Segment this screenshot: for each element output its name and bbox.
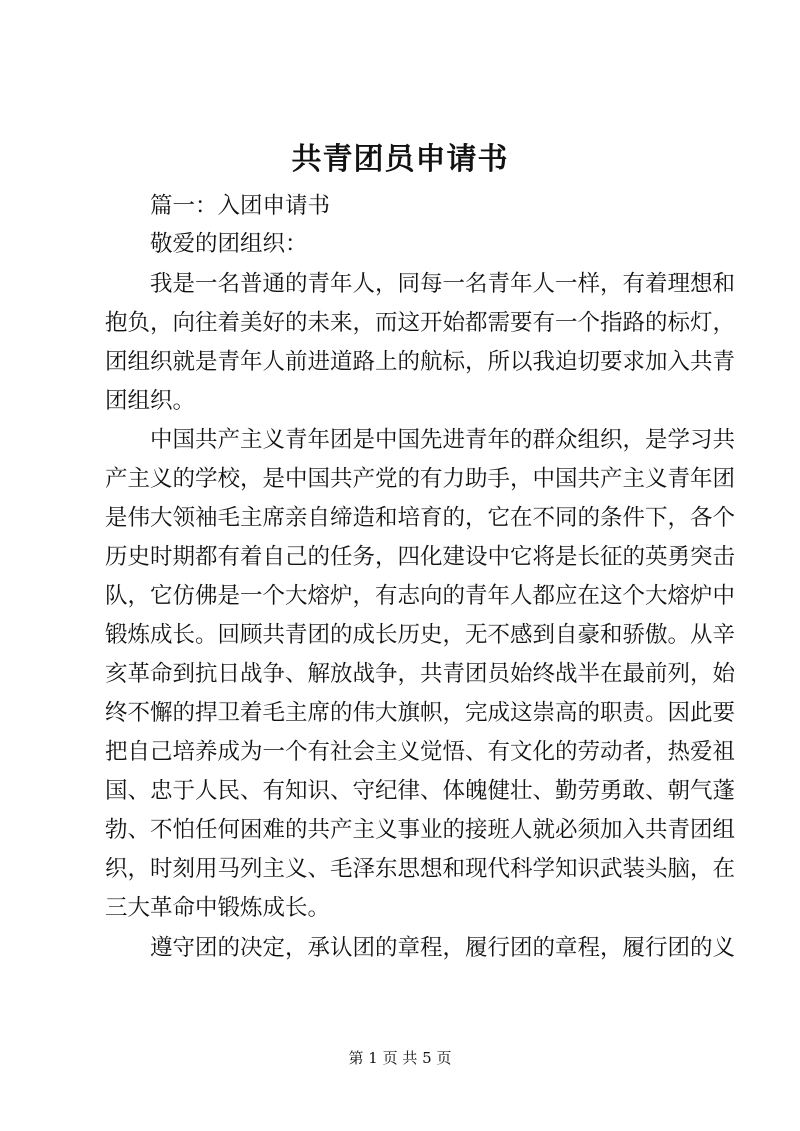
text-line: 终不懈的捍卫着毛主席的伟大旗帜，完成这崇高的职责。因此要 bbox=[105, 700, 736, 726]
text-line: 中国共产主义青年团是中国先进青年的群众组织，是学习共 bbox=[150, 427, 736, 453]
salutation: 敬爱的团组织： bbox=[150, 231, 308, 257]
text-line: 抱负，向往着美好的未来，而这开始都需要有一个指路的标灯， bbox=[105, 310, 736, 336]
text-line: 勃、不怕任何困难的共产主义事业的接班人就必须加入共青团组 bbox=[105, 817, 736, 843]
text-line: 队，它仿佛是一个大熔炉，有志向的青年人都应在这个大熔炉中 bbox=[105, 583, 736, 609]
text-line: 锻炼成长。回顾共青团的成长历史，无不感到自豪和骄傲。从辛 bbox=[105, 622, 736, 648]
text-line: 产主义的学校，是中国共产党的有力助手，中国共产主义青年团 bbox=[105, 466, 736, 492]
text-line: 历史时期都有着自己的任务，四化建设中它将是长征的英勇突击 bbox=[105, 544, 736, 570]
text-line: 亥革命到抗日战争、解放战争，共青团员始终战半在最前列，始 bbox=[105, 661, 736, 687]
text-line: 织，时刻用马列主义、毛泽东思想和现代科学知识武装头脑，在 bbox=[105, 856, 736, 882]
document-title: 共青团员申请书 bbox=[291, 142, 509, 177]
text-line: 我是一名普通的青年人，同每一名青年人一样，有着理想和 bbox=[150, 271, 736, 297]
section-heading: 篇一：入团申请书 bbox=[150, 193, 331, 219]
text-line: 是伟大领袖毛主席亲自缔造和培育的，它在不同的条件下，各个 bbox=[105, 505, 736, 531]
text-line: 国、忠于人民、有知识、守纪律、体魄健壮、勤劳勇敢、朝气蓬 bbox=[105, 778, 736, 804]
text-line: 遵守团的决定，承认团的章程，履行团的章程，履行团的义 bbox=[150, 935, 736, 961]
text-line: 把自己培养成为一个有社会主义觉悟、有文化的劳动者，热爱祖 bbox=[105, 739, 736, 765]
text-line: 三大革命中锻炼成长。 bbox=[105, 895, 331, 921]
text-line: 团组织就是青年人前进道路上的航标，所以我迫切要求加入共青 bbox=[105, 349, 736, 375]
text-line: 团组织。 bbox=[105, 388, 196, 414]
page-indicator: 第 1 页 共 5 页 bbox=[348, 1049, 452, 1067]
